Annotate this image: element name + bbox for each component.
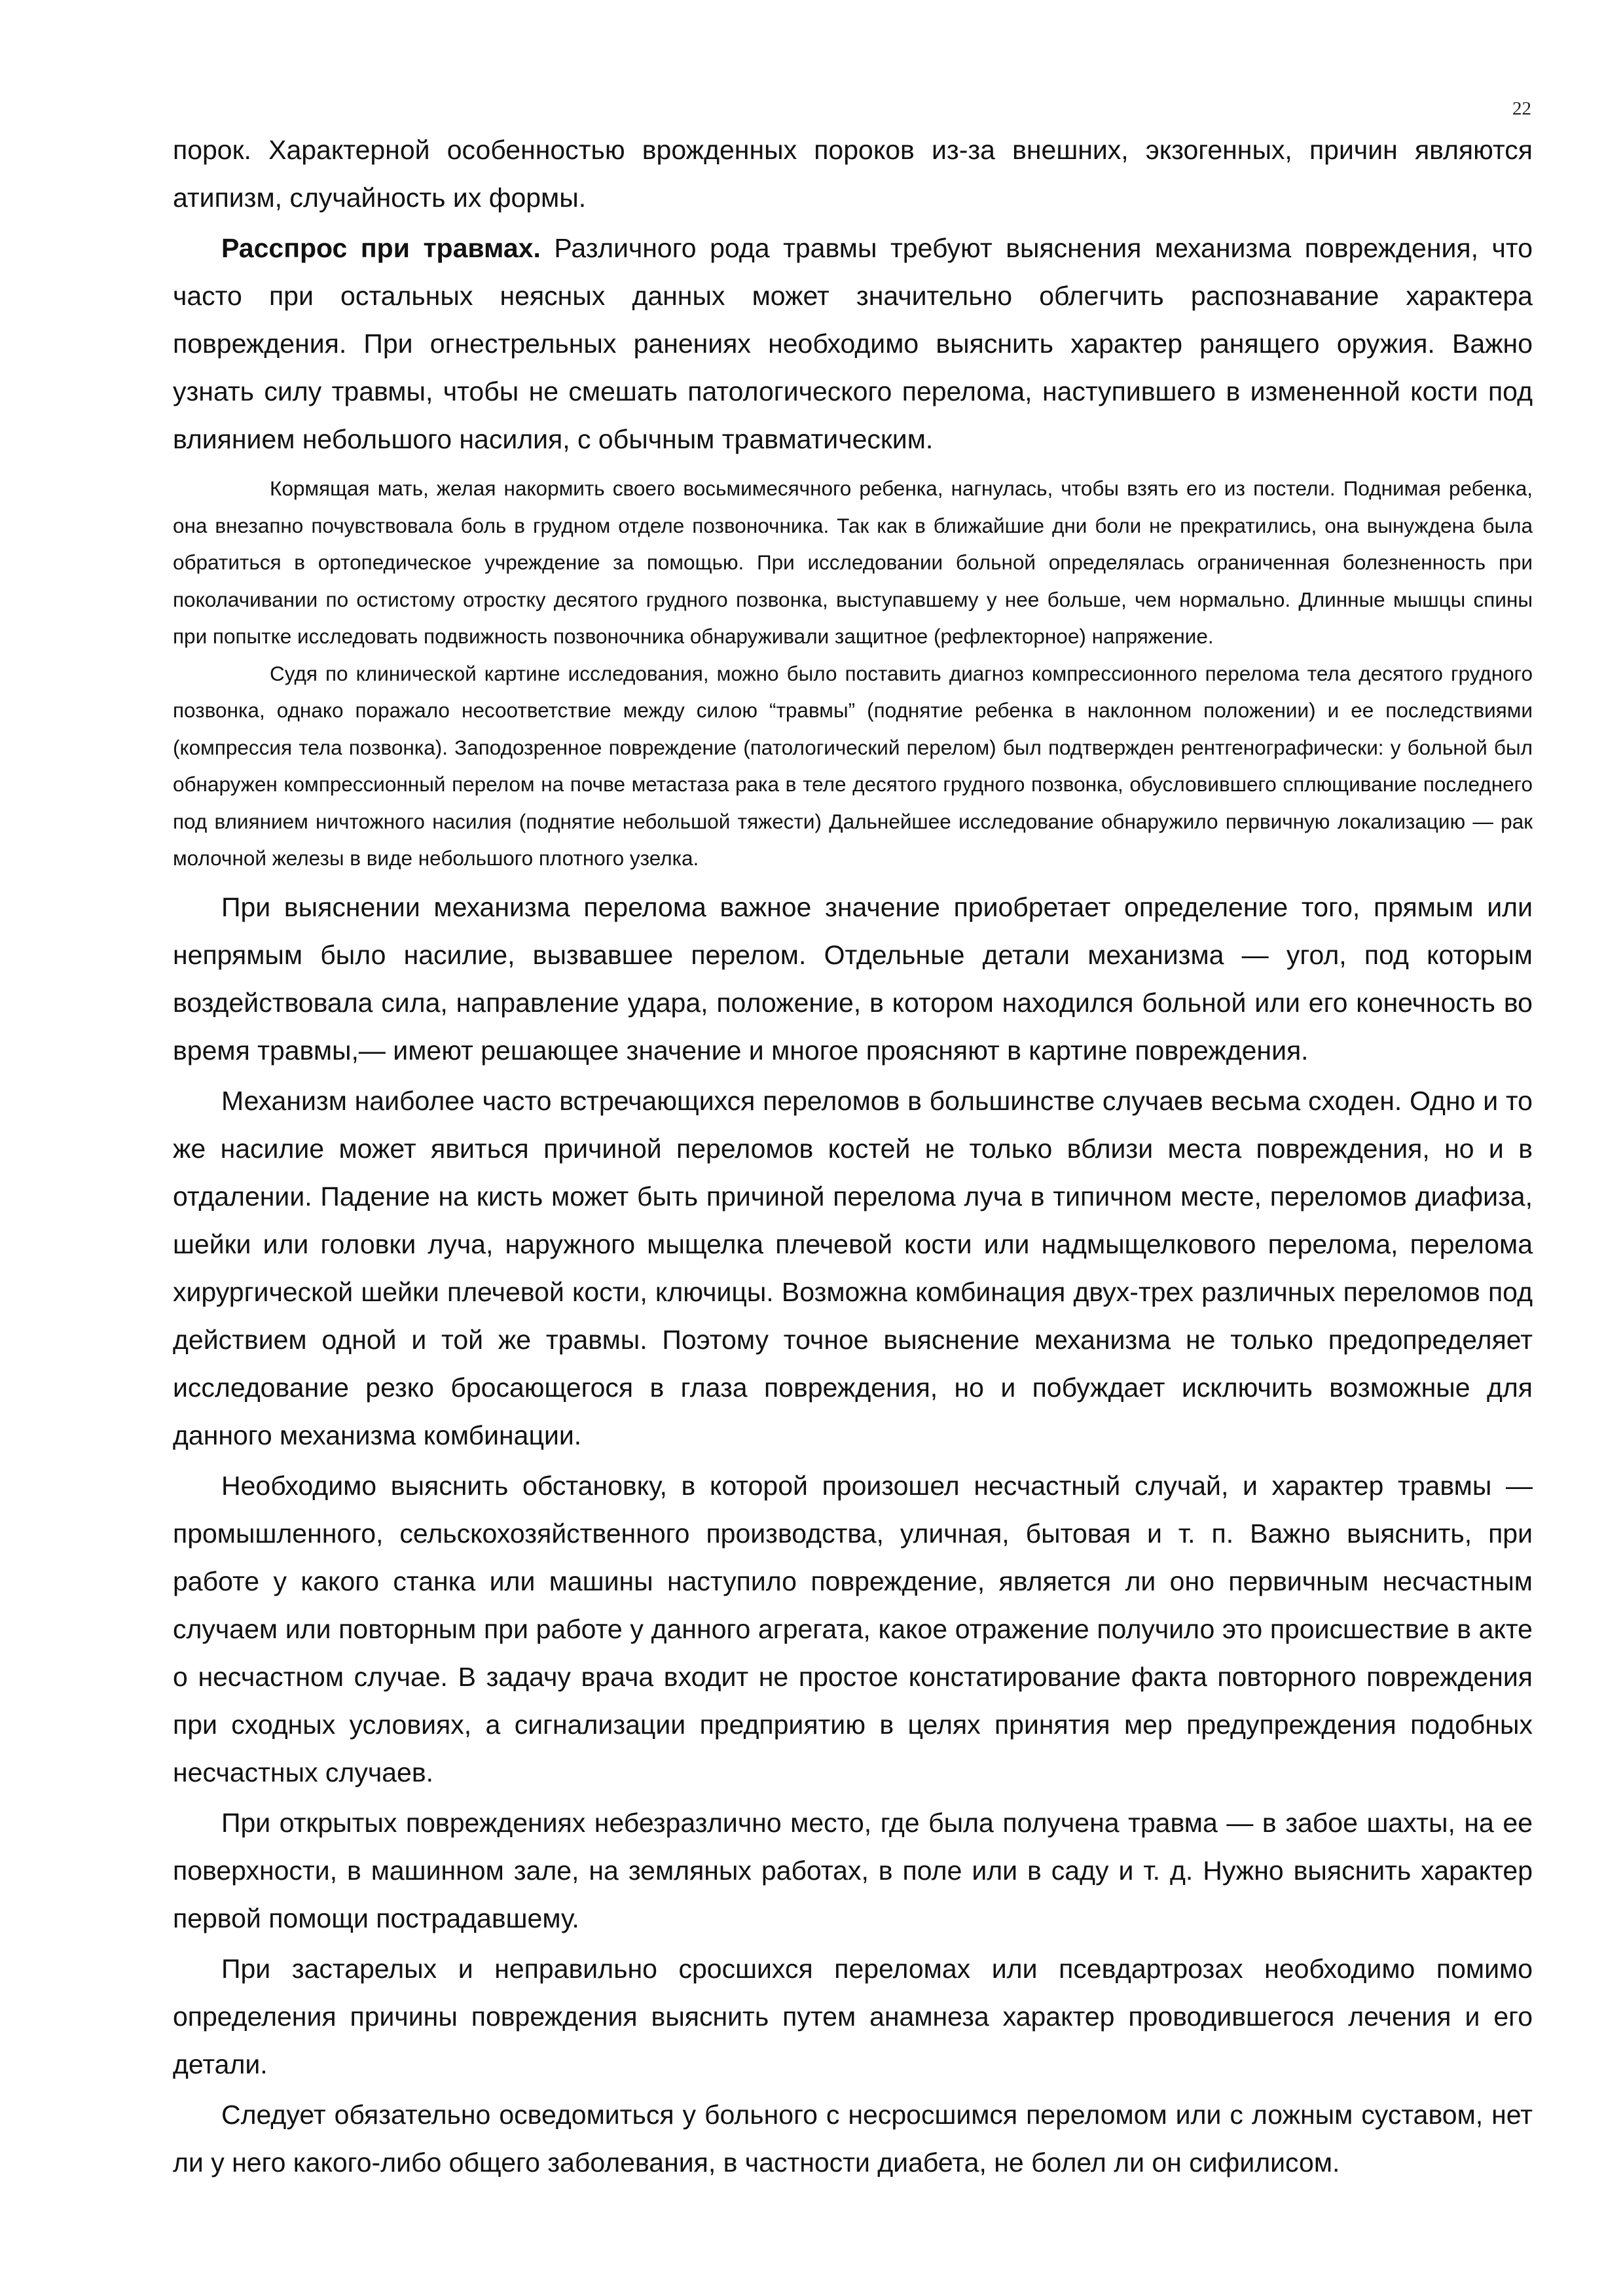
case-text: Кормящая мать, желая накормить своего восьмимесячного ребенка, нагнулась, чтобы взять его из постели. Поднимая ребенка, она внезапно почувствовала боль в грудном отделе позвоночника. Так как в ближайшие дни боли не прекратились, она вынуждена была обратиться в ортопедическое учреждение за помощью. При исследовании больной определялась ограниченная болезненность при поколачивании по остистому отростку десятого грудного позвонка, выступавшему у нее больше, чем нормально. Длинные мышцы спины при попытке исследовать подвижность позвоночника обнаруживали защитное (рефлекторное) напряжение. [173, 476, 1533, 648]
section-heading: Расспрос при травмах. [221, 233, 541, 263]
paragraph-circumstances [173, 1462, 1533, 1797]
paragraph-fracture-mechanism [173, 884, 1533, 1075]
case-example-2 [173, 655, 1533, 877]
paragraph-text: Необходимо выяснить обстановку, в которой произошел несчастный случай, и характер травмы — промышленного, сельскохозяйственного производства, уличная, бытовая и т. п. Важно выяснить, при работе у какого станка или машины наступило повреждение, является ли оно первичным несчастным случаем или повторным при работе у данного агрегата, какое отражение получило это происшествие в акте о несчастном случае. В задачу врача входит не простое констатирование факта повторного повреждения при сходных условиях, а сигнализации предприятию в целях принятия мер предупреждения подобных несчастных случаев. [173, 1470, 1533, 1787]
paragraph-text: При открытых повреждениях небезразлично место, где была получена травма — в забое шахты, на ее поверхности, в машинном зале, на земляных работах, в поле или в саду и т. д. Нужно выяснить характер первой помощи пострадавшему. [173, 1807, 1533, 1933]
paragraph-intro [173, 126, 1533, 222]
page-number: 22 [1512, 98, 1531, 119]
paragraph-trauma-inquiry [173, 224, 1533, 463]
case-example-1 [173, 470, 1533, 655]
paragraph-text: Различного рода травмы требуют выяснения механизма повреждения, что часто при остальных неясных данных может значительно облегчить распознавание характера повреждения. При огнестрельных ранениях необходимо выяснить характер ранящего оружия. Важно узнать силу травмы, чтобы не смешать патологического перелома, наступившего в измененной кости под влиянием небольшого насилия, с обычным травматическим. [173, 233, 1533, 454]
paragraph-text: порок. Характерной особенностью врожденных пороков из-за внешних, экзогенных, причин являются атипизм, случайность их формы. [173, 135, 1533, 213]
paragraph-open-injuries [173, 1799, 1533, 1943]
paragraph-text: Механизм наиболее часто встречающихся переломов в большинстве случаев весьма сходен. Одно и то же насилие может явиться причиной переломов костей не только вблизи места повреждения, но и в отдалении. Падение на кисть может быть причиной перелома луча в типичном месте, переломов диафиза, шейки или головки луча, наружного мыщелка плечевой кости или надмыщелкового перелома, перелома хирургической шейки плечевой кости, ключицы. Возможна комбинация двух-трех различных переломов под действием одной и той же травмы. Поэтому точное выяснение механизма не только предопределяет исследование резко бросающегося в глаза повреждения, но и побуждает исключить возможные для данного механизма комбинации. [173, 1085, 1533, 1450]
paragraph-text: При выяснении механизма перелома важное значение приобретает определение того, прямым или непрямым было насилие, вызвавшее перелом. Отдельные детали механизма — угол, под которым воздействовала сила, направление удара, положение, в котором находился больной или его конечность во время травмы,— имеют решающее значение и многое проясняют в картине повреждения. [173, 891, 1533, 1066]
paragraph-general-disease [173, 2091, 1533, 2187]
document-body [173, 126, 1533, 2187]
paragraph-common-fractures [173, 1077, 1533, 1460]
paragraph-text: Следует обязательно осведомиться у больного с несросшимся переломом или с ложным суставом, нет ли у него какого-либо общего заболевания, в частности диабета, не болел ли он сифилисом. [173, 2099, 1533, 2178]
paragraph-old-fractures [173, 1945, 1533, 2089]
paragraph-text: При застарелых и неправильно сросшихся переломах или псевдартрозах необходимо помимо определения причины повреждения выяснить путем анамнеза характер проводившегося лечения и его детали. [173, 1953, 1533, 2079]
case-text: Судя по клинической картине исследования, можно было поставить диагноз компрессионного перелома тела десятого грудного позвонка, однако поражало несоответствие между силою “травмы” (поднятие ребенка в наклонном положении) и ее последствиями (компрессия тела позвонка). Заподозренное повреждение (патологический перелом) был подтвержден рентгенографически: у больной был обнаружен компрессионный перелом на почве метастаза рака в теле десятого грудного позвонка, обусловившего сплющивание последнего под влиянием ничтожного насилия (поднятие небольшой тяжести) Дальнейшее исследование обнаружило первичную локализацию — рак молочной железы в виде небольшого плотного узелка. [173, 661, 1533, 870]
